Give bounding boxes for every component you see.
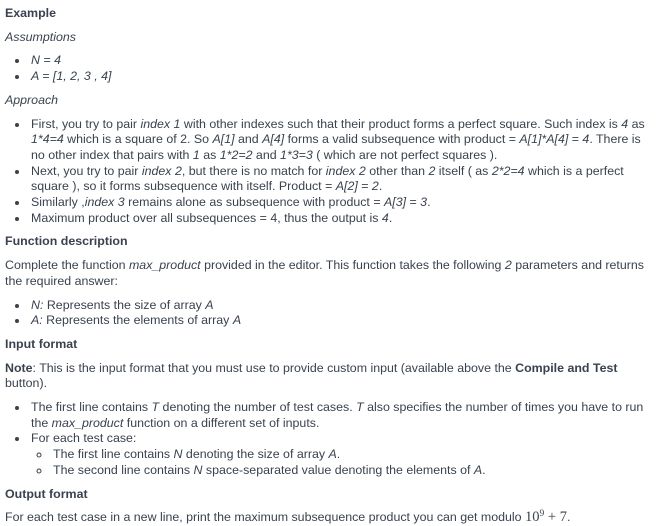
text-segment: Compile and Test [515, 360, 618, 375]
text-segment: index 3 [84, 195, 125, 210]
text-segment: Note [5, 360, 33, 375]
text-segment: . [427, 195, 431, 210]
text-segment: index 1 [140, 116, 181, 131]
text-segment: function on a different set of inputs. [123, 415, 320, 430]
bullet-list [5, 53, 650, 84]
text-segment: Next, you try to pair [31, 163, 142, 178]
text-segment: A[2] [335, 179, 358, 194]
text-segment: N [173, 447, 183, 462]
text-segment: and [234, 132, 263, 147]
text-segment: as [628, 116, 645, 131]
text-segment: N: [31, 297, 44, 312]
text-segment: First, you try to pair [31, 116, 141, 131]
text-segment: . There is no other index that pairs with [31, 132, 641, 162]
text-segment: Represents the elements of array [42, 313, 233, 328]
text-segment: 2 [504, 258, 512, 273]
text-segment: A [473, 462, 483, 477]
paragraph [5, 361, 650, 392]
text-segment: denoting the size of array [182, 447, 329, 462]
text-segment: as [199, 147, 220, 162]
text-segment: parameters and returns the required answer: [5, 258, 644, 288]
text-segment: 4 [582, 132, 590, 147]
text-segment: . [336, 447, 341, 462]
text-segment: , but there is no match for [181, 163, 326, 178]
text-segment: A[3] [384, 195, 407, 210]
text-segment: A: [31, 313, 43, 328]
text-segment: ( which are not perfect squares ). [312, 147, 498, 162]
text-segment: 1*2=2 [219, 147, 253, 162]
text-segment: N [193, 462, 203, 477]
text-segment: 2 [371, 179, 379, 194]
text-segment: which is a perfect square ), so it forms subsequence with itself. Product = [31, 163, 624, 194]
text-segment: index 2 [325, 163, 366, 178]
list-item [29, 53, 650, 69]
text-segment: . [566, 510, 571, 525]
text-segment: Complete the function [5, 258, 129, 273]
text-segment: Similarly , [31, 195, 85, 210]
text-segment: For each test case: [31, 431, 137, 446]
text-segment: and [252, 147, 281, 162]
text-segment: 1*4=4 [31, 132, 64, 147]
text-segment: 2 [428, 163, 436, 178]
text-segment: 3 [420, 195, 428, 210]
text-segment: The first line contains [31, 400, 152, 415]
paragraph [5, 510, 650, 526]
text-segment: button). [5, 376, 48, 391]
list-item [29, 195, 650, 211]
text-segment: The second line contains [53, 462, 194, 477]
text-segment: with other indexes such that their product forms a perfect square. Such index is [180, 116, 622, 131]
section-heading-example: Example [5, 6, 56, 20]
text-segment: A[1] [212, 132, 235, 147]
text-segment: . [388, 210, 393, 225]
text-segment: max_product [51, 415, 124, 430]
text-segment: space-separated value denoting the elements of [202, 462, 474, 477]
math-superscript: 9 [539, 509, 545, 520]
text-segment: itself ( as [435, 163, 492, 178]
text-segment: provided in the editor. This function takes the following [200, 258, 505, 273]
text-segment: A [232, 313, 242, 328]
text-segment: T [151, 400, 160, 415]
text-segment: other than [365, 163, 429, 178]
text-segment: . [482, 462, 486, 477]
text-segment: = [406, 195, 421, 210]
text-segment: : This is the input format that you must use to provide custom input (available above the [32, 360, 516, 375]
list-item [29, 298, 650, 314]
list-item [51, 447, 650, 463]
text-segment: The first line contains [53, 447, 174, 462]
text-segment: N = 4 [31, 53, 61, 68]
paragraph [5, 258, 650, 289]
text-segment: A [328, 447, 337, 462]
text-segment: Represents the size of array [43, 297, 206, 312]
text-segment: = [357, 179, 372, 194]
sub-bullet-list [31, 447, 650, 478]
text-segment: . [378, 179, 383, 194]
section-heading-output-format: Output format [5, 486, 88, 501]
list-item [29, 69, 650, 85]
text-segment: Maximum product over all subsequences = 4, thus the output is [31, 210, 382, 225]
section-subheading-assumptions: Assumptions [5, 29, 76, 44]
text-segment: A = [1, 2, 3 , 4] [31, 69, 112, 84]
text-segment: 4 [381, 210, 389, 225]
list-item [29, 431, 650, 478]
list-item [29, 117, 650, 164]
text-segment: A[4] [262, 132, 285, 147]
list-item [29, 164, 650, 195]
text-segment: index 2 [141, 163, 182, 178]
list-item [51, 463, 650, 479]
text-segment: = [568, 132, 583, 147]
math-segment: + 7 [544, 509, 567, 526]
text-segment: 1 [192, 147, 200, 162]
text-segment: T [356, 400, 364, 415]
section-subheading-approach: Approach [5, 92, 59, 107]
list-item [29, 400, 650, 431]
bullet-list [5, 400, 650, 479]
text-segment: A [205, 297, 214, 312]
text-segment: 4 [621, 116, 629, 131]
text-segment: which is a square of 2. So [63, 132, 213, 147]
list-item [29, 313, 650, 329]
text-segment: max_product [128, 258, 201, 273]
text-segment: 2*2=4 [491, 163, 525, 178]
text-segment: For each test case in a new line, print the maximum subsequence product you can get modulo [5, 510, 526, 525]
text-segment: remains alone as subsequence with product = [124, 195, 384, 210]
section-heading-function-description: Function description [5, 234, 128, 249]
math-segment: 10 [525, 509, 540, 526]
text-segment: also specifies the number of times you have to run the [31, 400, 644, 430]
text-segment: A[1]*A[4] [519, 132, 569, 147]
text-segment: denoting the number of test cases. [159, 400, 357, 415]
section-heading-input-format: Input format [5, 336, 78, 351]
list-item [29, 211, 650, 227]
text-segment: forms a valid subsequence with product = [284, 132, 520, 147]
bullet-list [5, 117, 650, 227]
bullet-list [5, 298, 650, 329]
text-segment: 1*3=3 [280, 147, 313, 162]
